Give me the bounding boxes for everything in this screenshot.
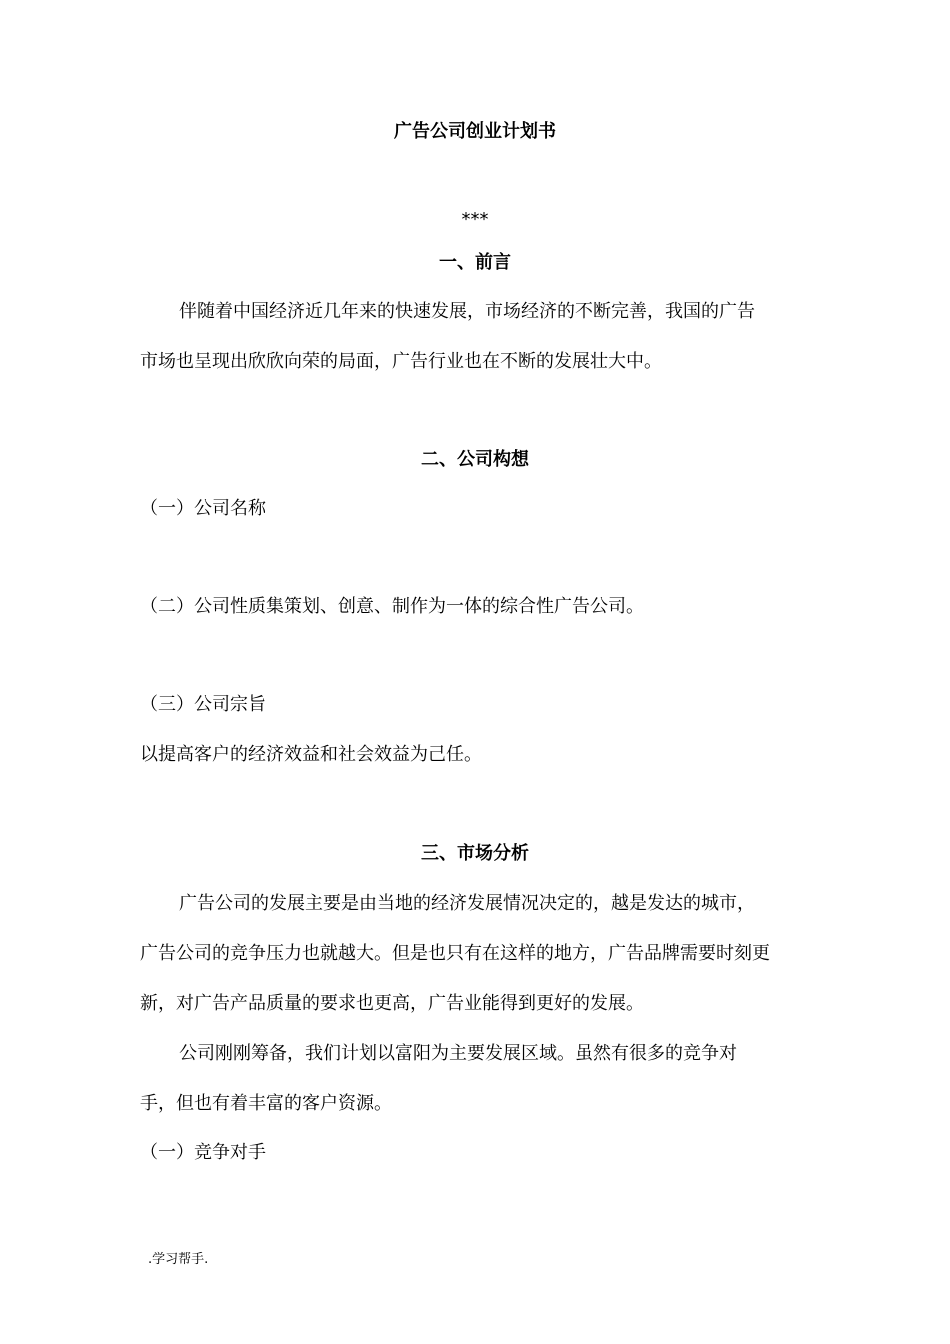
concept-item-company-name: （一）公司名称 xyxy=(140,498,266,519)
market-paragraph-1-line-3: 新，对广告产品质量的要求也更高，广告业能得到更好的发展。 xyxy=(140,993,644,1014)
author-mark: *** xyxy=(461,209,489,230)
preface-paragraph-line-1: 伴随着中国经济近几年来的快速发展，市场经济的不断完善，我国的广告 xyxy=(179,301,755,322)
market-paragraph-1-line-1: 广告公司的发展主要是由当地的经济发展情况决定的，越是发达的城市， xyxy=(179,893,755,914)
concept-purpose-text: 以提高客户的经济效益和社会效益为己任。 xyxy=(140,744,482,765)
document-title: 广告公司创业计划书 xyxy=(394,121,556,142)
market-paragraph-2-line-1: 公司刚刚筹备，我们计划以富阳为主要发展区域。虽然有很多的竞争对 xyxy=(179,1043,737,1064)
concept-item-company-purpose: （三）公司宗旨 xyxy=(140,694,266,715)
market-paragraph-1-line-2: 广告公司的竞争压力也就越大。但是也只有在这样的地方，广告品牌需要时刻更 xyxy=(140,943,770,964)
concept-item-company-nature: （二）公司性质集策划、创意、制作为一体的综合性广告公司。 xyxy=(140,596,644,617)
preface-paragraph-line-2: 市场也呈现出欣欣向荣的局面，广告行业也在不断的发展壮大中。 xyxy=(140,351,662,372)
section-heading-concept: 二、公司构想 xyxy=(421,449,529,470)
market-item-competitors: （一）竞争对手 xyxy=(140,1142,266,1163)
market-paragraph-2-line-2: 手，但也有着丰富的客户资源。 xyxy=(140,1093,392,1114)
page-footer: .学习帮手. xyxy=(148,1252,209,1267)
section-heading-market: 三、市场分析 xyxy=(421,843,529,864)
section-heading-preface: 一、前言 xyxy=(439,252,511,273)
